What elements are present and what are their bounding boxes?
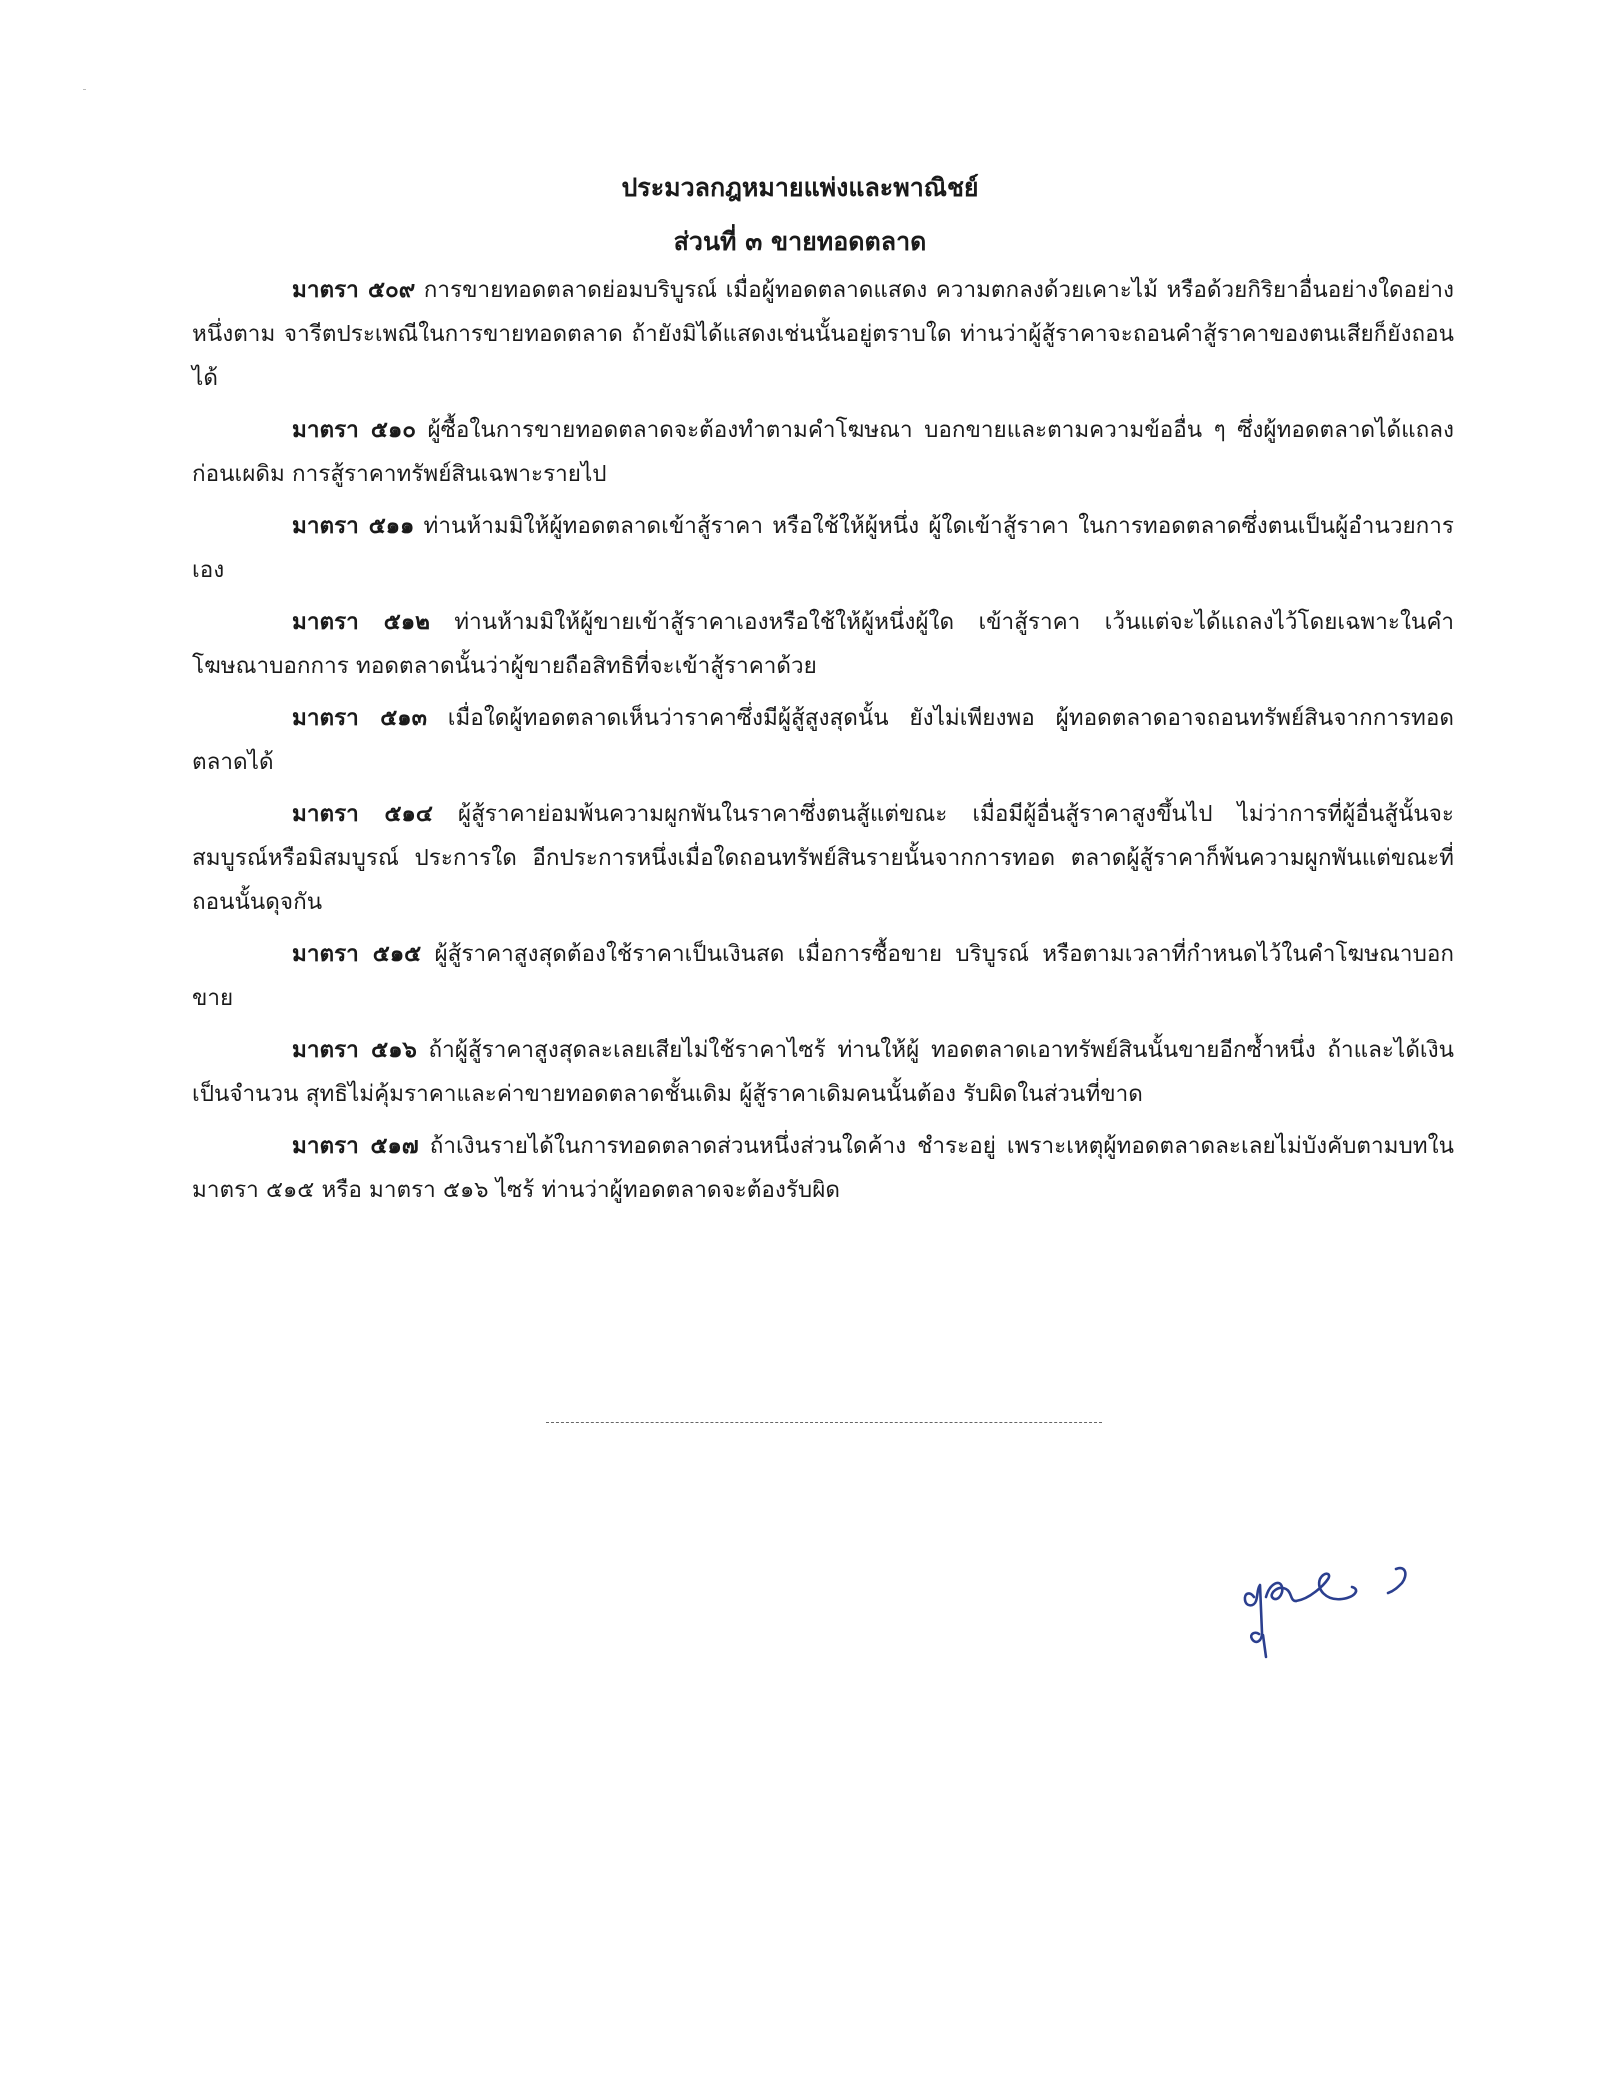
section-512 [192,600,1454,688]
end-divider [546,1422,1102,1423]
section-text: การขายทอดตลาดย่อมบริบูรณ์ เมื่อผู้ทอดตลาดแสดง ความตกลงด้วยเคาะไม้ หรือด้วยกิริยาอื่นอย่างใดอย่างหนึ่งตาม จารีตประเพณีในการขายทอดตลาด ถ้ายังมิได้แสดงเช่นนั้นอยู่ตราบใด ท่านว่าผู้สู้ราคาจะถอนคำสู้ราคาของตนเสียก็ยังถอนได้ [192,277,1454,391]
handwritten-signature-icon [1220,1535,1420,1670]
page-subtitle: ส่วนที่ ๓ ขายทอดตลาด [673,227,927,256]
section-label: มาตรา ๕๑๔ [292,801,433,827]
section-text: เมื่อใดผู้ทอดตลาดเห็นว่าราคาซึ่งมีผู้สู้สูงสุดนั้น ยังไม่เพียงพอ ผู้ทอดตลาดอาจถอนทรัพย์สินจากการทอดตลาดได้ [192,705,1454,775]
section-label: มาตรา ๕๑๐ [292,417,416,443]
section-text: ถ้าเงินรายได้ในการทอดตลาดส่วนหนึ่งส่วนใดค้าง ชำระอยู่ เพราะเหตุผู้ทอดตลาดละเลยไม่บังคับตามบทใน มาตรา ๕๑๕ หรือ มาตรา ๕๑๖ ไซร้ ท่านว่าผู้ทอดตลาดจะต้องรับผิด [192,1133,1454,1203]
page-title: ประมวลกฎหมายแพ่งและพาณิชย์ [621,173,979,202]
section-label: มาตรา ๕๑๓ [292,705,427,731]
section-516 [192,1028,1454,1116]
section-text: ท่านห้ามมิให้ผู้ขายเข้าสู้ราคาเองหรือใช้ให้ผู้หนึ่งผู้ใด เข้าสู้ราคา เว้นแต่จะได้แถลงไว้โดยเฉพาะในคำโฆษณาบอกการ ทอดตลาดนั้นว่าผู้ขายถือสิทธิที่จะเข้าสู้ราคาด้วย [192,609,1454,679]
section-text: ผู้สู้ราคาสูงสุดต้องใช้ราคาเป็นเงินสด เมื่อการซื้อขาย บริบูรณ์ หรือตามเวลาที่กำหนดไว้ในคำโฆษณาบอกขาย [192,941,1454,1011]
section-509 [192,268,1454,400]
section-list [192,268,1454,1220]
section-510 [192,408,1454,496]
section-514 [192,792,1454,924]
section-text: ถ้าผู้สู้ราคาสูงสุดละเลยเสียไม่ใช้ราคาไซร้ ท่านให้ผู้ ทอดตลาดเอาทรัพย์สินนั้นขายอีกซ้ำหนึ่ง ถ้าและได้เงินเป็นจำนวน สุทธิไม่คุ้มราคาและค่าขายทอดตลาดชั้นเดิม ผู้สู้ราคาเดิมคนนั้นต้อง รับผิดในส่วนที่ขาด [192,1037,1454,1107]
section-515 [192,932,1454,1020]
section-text: ผู้สู้ราคาย่อมพ้นความผูกพันในราคาซึ่งตนสู้แต่ขณะ เมื่อมีผู้อื่นสู้ราคาสูงขึ้นไป ไม่ว่าการที่ผู้อื่นสู้นั้นจะสมบูรณ์หรือมิสมบูรณ์ ประการใด อีกประการหนึ่งเมื่อใดถอนทรัพย์สินรายนั้นจากการทอด ตลาดผู้สู้ราคาก็พ้นความผูกพันแต่ขณะที่ถอนนั้นดุจกัน [192,801,1454,915]
section-513 [192,696,1454,784]
section-517 [192,1124,1454,1212]
section-label: มาตรา ๕๑๕ [292,941,422,967]
section-text: ท่านห้ามมิให้ผู้ทอดตลาดเข้าสู้ราคา หรือใช้ให้ผู้หนึ่ง ผู้ใดเข้าสู้ราคา ในการทอดตลาดซึ่งตนเป็นผู้อำนวยการเอง [192,513,1454,583]
section-511 [192,504,1454,592]
section-label: มาตรา ๕๑๖ [292,1037,417,1063]
section-label: มาตรา ๕๑๗ [292,1133,419,1159]
section-text: ผู้ซื้อในการขายทอดตลาดจะต้องทำตามคำโฆษณา บอกขายและตามความข้ออื่น ๆ ซึ่งผู้ทอดตลาดได้แถลงก่อนเผดิม การสู้ราคาทรัพย์สินเฉพาะรายไป [192,417,1454,487]
section-label: มาตรา ๕๑๑ [292,513,415,539]
section-label: มาตรา ๕๑๒ [292,609,430,635]
scan-speck [83,89,86,90]
section-label: มาตรา ๕๐๙ [292,277,416,303]
